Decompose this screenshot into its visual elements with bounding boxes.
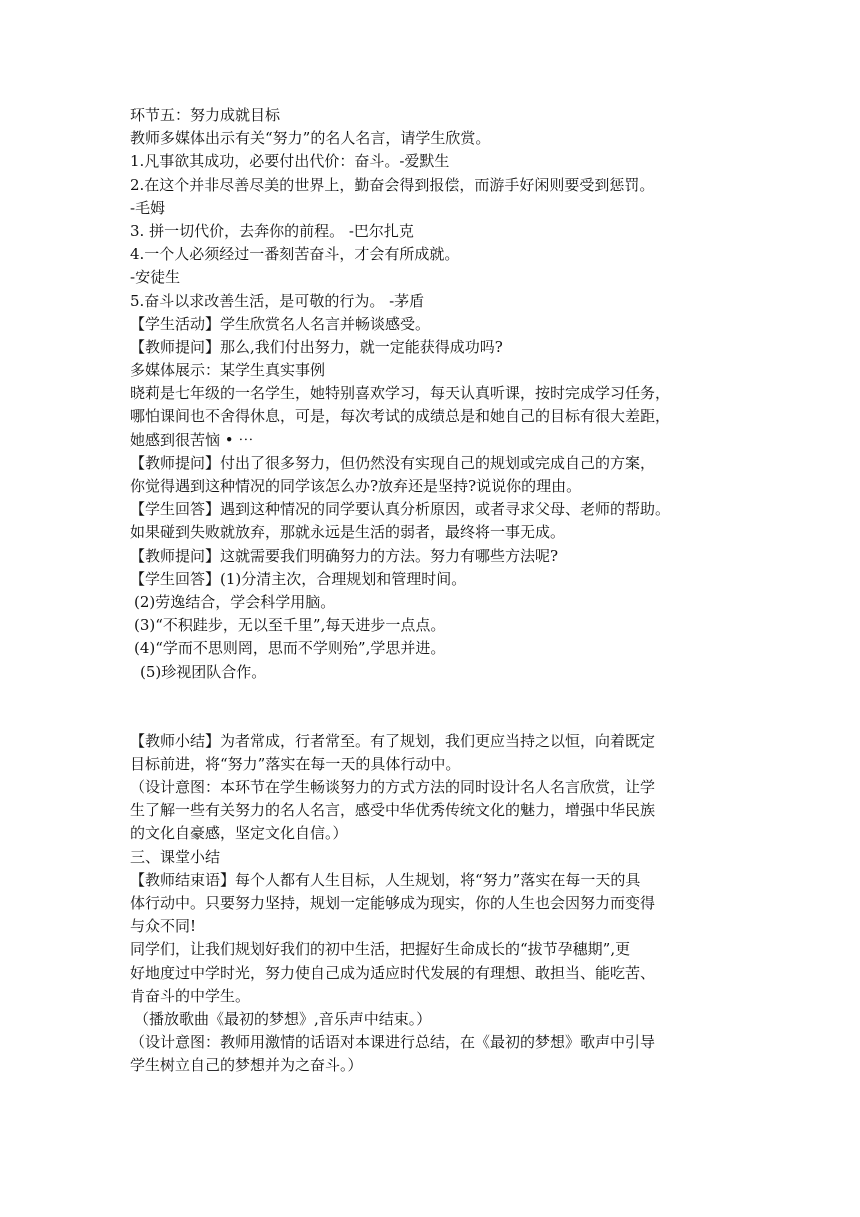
- quote-line: -毛姆: [130, 198, 166, 217]
- teacher-question-2: 你觉得遇到这种情况的同学该怎么办?放弃还是坚持?说说你的理由。: [130, 477, 582, 495]
- method-item: (2)劳逸结合，学会科学用脑。: [134, 592, 336, 611]
- quote-line: -安徒生: [130, 268, 181, 287]
- section5-intro: 教师多媒体出示有关“努力”的名人名言，请学生欣赏。: [130, 129, 491, 148]
- section5-heading: 环节五：努力成就目标: [130, 106, 281, 124]
- teacher-summary: 【教师小结】为者常成，行者常至。有了规划，我们更应当持之以恒，向着既定: [130, 731, 656, 750]
- quote-line: 3. 拼一切代价，去奔你的前程。 -巴尔扎克: [130, 221, 414, 240]
- student-activity: 【学生活动】学生欣赏名人名言并畅谈感受。: [130, 314, 431, 333]
- closing-remark: 【教师结束语】每个人都有人生目标，人生规划，将“努力”落实在每一天的具: [130, 870, 641, 889]
- student-answer-1: 【学生回答】遇到这种情况的同学要认真分析原因，或者寻求父母、老师的帮助。: [130, 500, 671, 519]
- quote-line: 2.在这个并非尽善尽美的世界上，勤奋会得到报偿，而游手好闲则要受到惩罚。: [130, 175, 655, 194]
- students-message: 同学们，让我们规划好我们的初中生活，把握好生命成长的“拔节孕穗期”,更: [130, 940, 631, 959]
- method-item: (3)“不积跬步，无以至千里”,每天进步一点点。: [134, 616, 446, 635]
- closing-remark: 与众不同!: [130, 917, 197, 936]
- quote-line: 4.一个人必须经过一番刻苦奋斗，才会有所成就。: [130, 245, 460, 264]
- case-line: 晓莉是七年级的一名学生，她特别喜欢学习，每天认真听课，按时完成学习任务，: [130, 384, 671, 403]
- design-intent-final: （设计意图：教师用激情的话语对本课进行总结，在《最初的梦想》歌声中引导: [130, 1033, 656, 1052]
- section3-heading: 三、课堂小结: [130, 847, 221, 866]
- spacer: [130, 684, 770, 730]
- closing-remark: 体行动中。只要努力坚持，规划一定能够成为现实，你的人生也会因努力而变得: [130, 894, 656, 912]
- teacher-question-1: 【教师提问】那么,我们付出努力，就一定能获得成功吗?: [130, 337, 503, 356]
- media-show: 多媒体展示：某学生真实事例: [130, 361, 326, 380]
- students-message: 好地度过中学时光，努力使自己成为适应时代发展的有理想、敢担当、能吃苦、: [130, 963, 656, 982]
- design-intent: （设计意图：本环节在学生畅谈努力的方式方法的同时设计名人名言欣赏，让学: [130, 778, 656, 797]
- teacher-question-3: 【教师提问】这就需要我们明确努力的方法。努力有哪些方法呢?: [130, 546, 559, 565]
- quote-line: 1.凡事欲其成功，必要付出代价：奋斗。-爱默生: [130, 152, 450, 171]
- student-answer-1: 如果碰到失败就放弃，那就永远是生活的弱者，最终将一事无成。: [130, 523, 566, 542]
- teacher-question-2: 【教师提问】付出了很多努力，但仍然没有实现自己的规划或完成自己的方案，: [130, 453, 656, 472]
- student-answer-2: 【学生回答】(1)分清主次，合理规划和管理时间。: [130, 569, 467, 588]
- quote-line: 5.奋斗以求改善生活，是可敬的行为。 -茅盾: [130, 291, 425, 310]
- case-line: 她感到很苦恼 • ⋯: [130, 430, 254, 449]
- method-item: (5)珍视团队合作。: [140, 662, 267, 681]
- students-message: 肯奋斗的中学生。: [130, 986, 251, 1005]
- teacher-summary: 目标前进，将“努力”落实在每一天的具体行动中。: [130, 754, 461, 773]
- document-page: [130, 104, 770, 1078]
- design-intent: 生了解一些有关努力的名人名言，感受中华优秀传统文化的魅力，增强中华民族: [130, 801, 656, 820]
- song-note: （播放歌曲《最初的梦想》,音乐声中结束。）: [134, 1009, 432, 1028]
- design-intent: 的文化自豪感，坚定文化自信。）: [130, 824, 348, 843]
- design-intent-final: 学生树立自己的梦想并为之奋斗。）: [130, 1056, 363, 1075]
- case-line: 哪怕课间也不舍得休息，可是，每次考试的成绩总是和她自己的目标有很大差距，: [130, 407, 671, 426]
- method-item: (4)“学而不思则罔，思而不学则殆”,学思并进。: [134, 639, 446, 658]
